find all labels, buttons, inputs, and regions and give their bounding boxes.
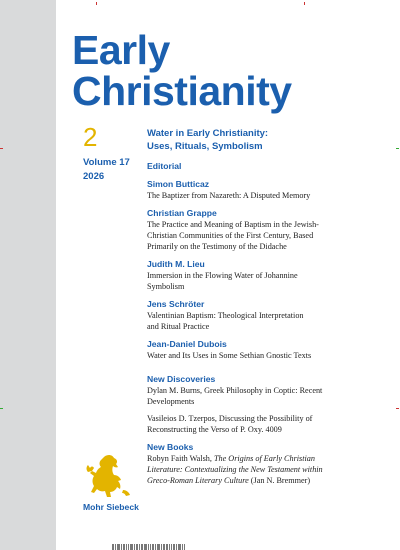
article-title-line: The Practice and Meaning of Baptism in the Jewish- (147, 220, 319, 229)
publisher-name: Mohr Siebeck (83, 502, 139, 512)
book-review-entry (147, 453, 385, 486)
rampant-lion-icon (83, 452, 133, 500)
article-title-line: and Ritual Practice (147, 322, 210, 331)
discovery-entry-line: Reconstructing the Verso of P. Oxy. 4009 (147, 425, 282, 434)
discovery-entry (147, 413, 385, 435)
book-author: Robyn Faith Walsh, (147, 454, 214, 463)
volume-label: Volume 17 (83, 157, 130, 168)
journal-title (72, 27, 292, 114)
article-title-line: Symbolism (147, 282, 185, 291)
article-author: Judith M. Lieu (147, 259, 205, 269)
issue-number: 2 (83, 122, 98, 152)
crop-mark (396, 148, 399, 149)
article-author: Jean-Daniel Dubois (147, 339, 227, 349)
toc-article (147, 207, 385, 252)
issue-year: 2026 (83, 171, 105, 182)
crop-mark (396, 408, 399, 409)
issue-theme-line1: Water in Early Christianity: (147, 128, 269, 139)
discovery-entry-line: Dylan M. Burns, Greek Philosophy in Coptic: Recent (147, 386, 323, 395)
toc-article (147, 178, 385, 201)
book-title-line: The Origins of Early Christian (213, 454, 315, 463)
discovery-entry-line: Vasileios D. Tzerpos, Discussing the Possibility of (147, 414, 313, 423)
crop-mark (0, 408, 3, 409)
cover-side-band (0, 0, 56, 550)
toc-article (147, 338, 385, 361)
discovery-entry (147, 385, 385, 407)
article-title-line: The Baptizer from Nazareth: A Disputed Memory (147, 191, 311, 200)
crop-mark (0, 148, 3, 149)
toc-article (147, 258, 385, 292)
journal-title-line1: Early (72, 27, 170, 73)
book-reviewer: (Jan N. Bremmer) (248, 476, 311, 485)
book-title-line: Literature: Contextualizing the New Testament within (147, 465, 323, 474)
crop-mark (96, 2, 97, 5)
journal-title-line2: Christianity (72, 68, 292, 114)
editorial-heading: Editorial (147, 161, 182, 171)
article-title-line: Immersion in the Flowing Water of Johannine (147, 271, 298, 280)
issue-theme (147, 127, 377, 153)
article-author: Christian Grappe (147, 208, 217, 218)
article-author: Jens Schröter (147, 299, 205, 309)
issue-theme-line2: Uses, Rituals, Symbolism (147, 141, 263, 152)
book-title-line: Greco-Roman Literary Culture (147, 476, 249, 485)
discovery-entry-line: Developments (147, 397, 195, 406)
new-discoveries-heading: New Discoveries (147, 374, 216, 384)
article-author: Simon Butticaz (147, 179, 210, 189)
table-of-contents (147, 160, 385, 492)
article-title-line: Valentinian Baptism: Theological Interpretation (147, 311, 304, 320)
new-books-heading: New Books (147, 442, 194, 452)
article-title-line: Water and Its Uses in Some Sethian Gnostic Texts (147, 351, 312, 360)
crop-mark (304, 2, 305, 5)
volume-info (83, 156, 130, 184)
toc-article (147, 298, 385, 332)
article-title-line: Christian Communities of the First Century, Based (147, 231, 314, 240)
barcode-strip (112, 544, 282, 550)
article-title-line: Primarily on the Testimony of the Didache (147, 242, 287, 251)
